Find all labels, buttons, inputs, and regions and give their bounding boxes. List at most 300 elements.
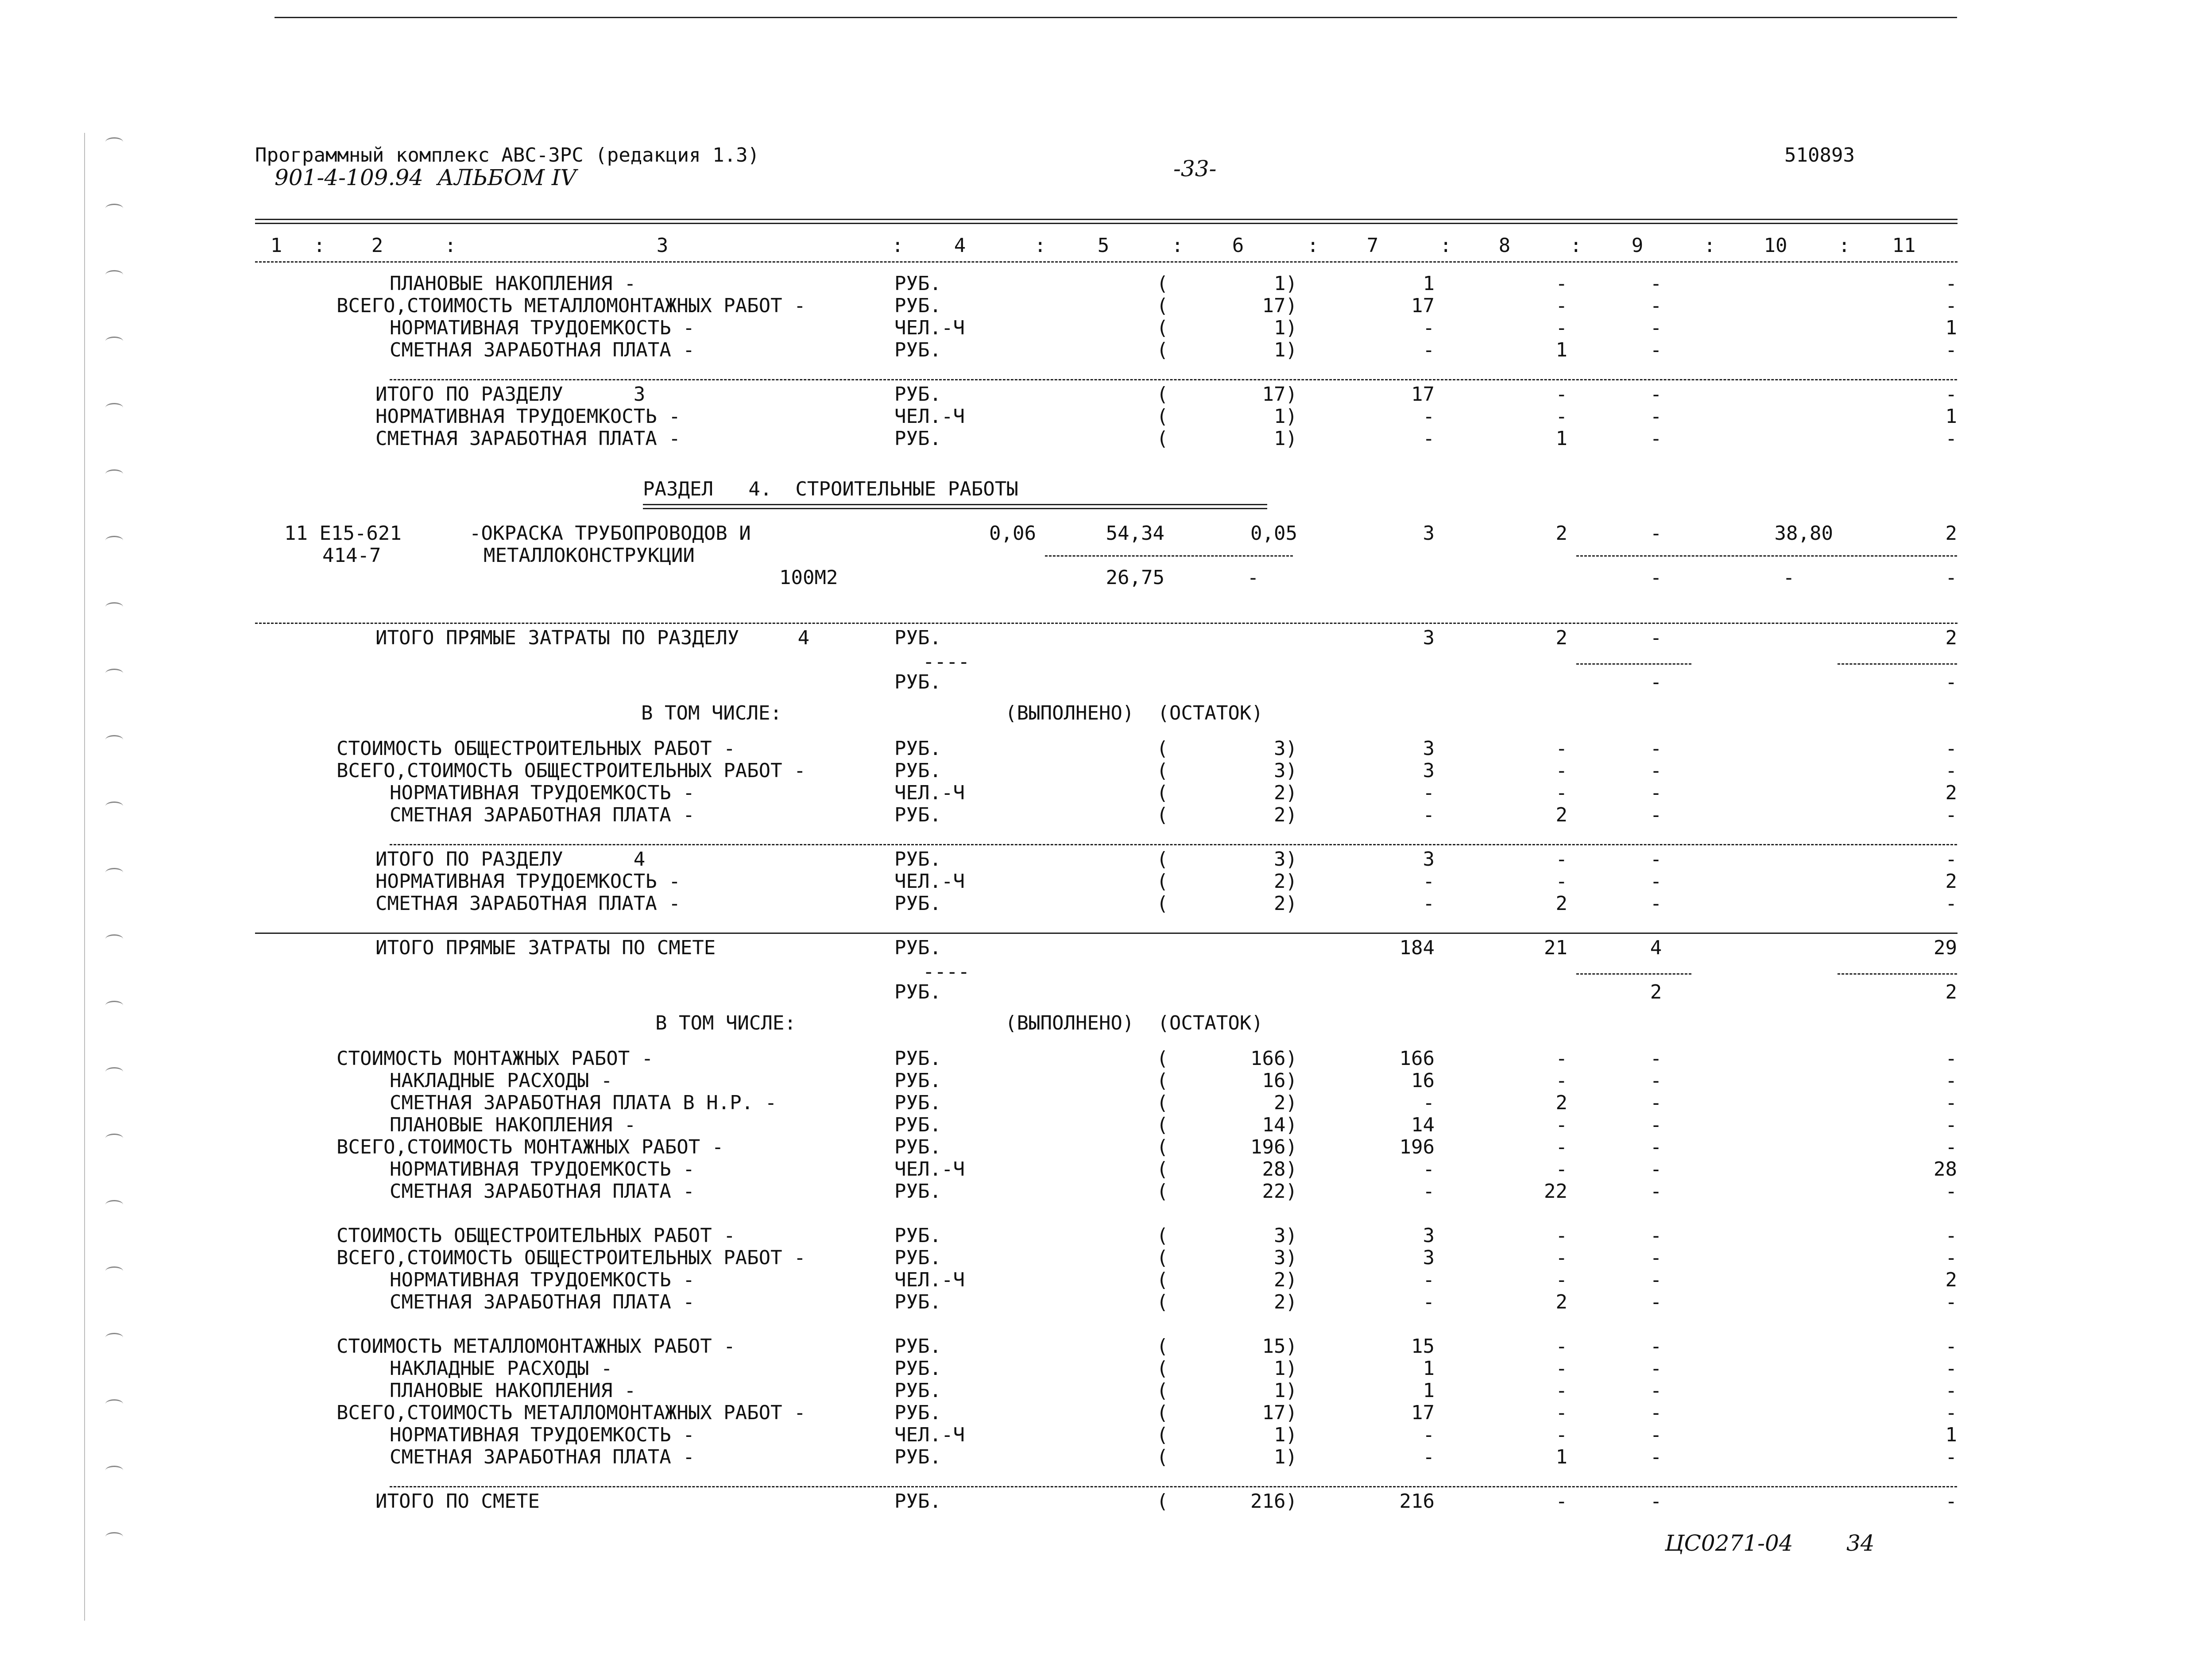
row-unit: РУБ. [894,627,941,649]
row-open-paren: ( [1157,1490,1168,1513]
row-open-paren: ( [1157,782,1168,804]
rule-after-block-1 [390,379,1957,380]
row-unit: ЧЕЛ.-Ч [894,1158,965,1181]
row-c9: 4 [1650,937,1662,959]
row-c9: - [1650,383,1662,406]
row-c11: - [1945,272,1957,295]
column-number-3: 3 [656,234,669,257]
row-c6: 3) [1274,737,1297,760]
punch-hole-mark [105,1333,123,1342]
row-c7: 3 [1423,1224,1435,1247]
row-c6: 3) [1274,848,1297,871]
done-remaining-label-1: (ВЫПОЛНЕНО) (ОСТАТОК) [1005,702,1263,724]
row-unit: РУБ. [894,272,941,295]
row-c11: - [1945,1246,1957,1269]
row-unit: РУБ. [894,1069,941,1092]
row-c8: 2 [1555,1092,1567,1114]
row-c9: - [1650,1335,1662,1358]
column-number-5: 5 [1097,234,1110,257]
row-c9: - [1650,1446,1662,1468]
row-c8: - [1555,870,1567,893]
row-c7: - [1423,1291,1435,1313]
row-c7: 17 [1411,1401,1435,1424]
punch-hole-mark [105,403,123,412]
row-label: ИТОГО ПРЯМЫЕ ЗАТРАТЫ ПО РАЗДЕЛУ 4 [375,627,810,649]
section-title: РАЗДЕЛ 4. СТРОИТЕЛЬНЫЕ РАБОТЫ [643,478,1018,500]
row-label: ПЛАНОВЫЕ НАКОПЛЕНИЯ - [390,272,636,295]
row-c11: 1 [1945,405,1957,428]
row-label: НОРМАТИВНАЯ ТРУДОЕМКОСТЬ - [390,1269,695,1291]
punch-hole-mark [105,1067,123,1076]
row-label: ВСЕГО,СТОИМОСТЬ ОБЩЕСТРОИТЕЛЬНЫХ РАБОТ - [337,759,806,782]
row-label: ПЛАНОВЫЕ НАКОПЛЕНИЯ - [390,1379,636,1402]
row-c9: - [1650,1224,1662,1247]
row-c7: 17 [1411,383,1435,406]
row-c6: 216) [1250,1490,1297,1513]
row-c8: 2 [1555,804,1567,826]
row-c11: - [1945,1069,1957,1092]
row-unit: РУБ. [894,1379,941,1402]
item-col9-2: - [1650,566,1662,589]
row-open-paren: ( [1157,1136,1168,1158]
row-unit: ЧЕЛ.-Ч [894,870,965,893]
row-c8: - [1555,272,1567,295]
total-unit-dash-1: ---- [923,650,970,673]
row-c6: 166) [1250,1047,1297,1070]
item-code-continuation: 414-7 [322,544,381,567]
row-c6: 1) [1274,317,1297,339]
row-c9: - [1650,317,1662,339]
punch-hole-mark [105,1532,123,1541]
row-c8: - [1555,782,1567,804]
punch-hole-mark [105,669,123,678]
row-c7: - [1423,804,1435,826]
column-separator: : [892,234,904,257]
row-c7: 3 [1423,737,1435,760]
document-code: 510893 [1784,144,1855,166]
punch-hole-mark [105,934,123,944]
row-c9: 2 [1650,981,1662,1003]
row-c11: - [1945,759,1957,782]
punch-hole-mark [105,1001,123,1010]
row-c8: 1 [1555,339,1567,361]
row-label: СМЕТНАЯ ЗАРАБОТНАЯ ПЛАТА - [375,892,681,915]
row-unit: ЧЕЛ.-Ч [894,317,965,339]
row-unit: ЧЕЛ.-Ч [894,782,965,804]
column-number-2: 2 [371,234,383,257]
row-label: НОРМАТИВНАЯ ТРУДОЕМКОСТЬ - [390,317,695,339]
row-c11: - [1945,1092,1957,1114]
row-c8: 1 [1555,427,1567,450]
row-c8: 2 [1555,892,1567,915]
column-number-9: 9 [1631,234,1644,257]
column-separator: : [445,234,457,257]
row-c8: - [1555,294,1567,317]
row-unit: РУБ. [894,1136,941,1158]
row-unit: ЧЕЛ.-Ч [894,405,965,428]
row-c6: 2) [1274,804,1297,826]
column-number-6: 6 [1232,234,1244,257]
row-open-paren: ( [1157,1246,1168,1269]
row-open-paren: ( [1157,1357,1168,1380]
row-c11: - [1945,1114,1957,1136]
row-label: СМЕТНАЯ ЗАРАБОТНАЯ ПЛАТА - [390,804,695,826]
row-c7: - [1423,317,1435,339]
column-number-8: 8 [1498,234,1511,257]
row-label: ИТОГО ПО РАЗДЕЛУ 3 [375,383,646,406]
row-c11: - [1945,892,1957,915]
row-c9: - [1650,1357,1662,1380]
row-unit: РУБ. [894,737,941,760]
row-c6: 1) [1274,405,1297,428]
row-label: ВСЕГО,СТОИМОСТЬ МЕТАЛЛОМОНТАЖНЫХ РАБОТ - [337,294,806,317]
punch-hole-mark [105,602,123,612]
row-c8: - [1555,383,1567,406]
row-label: СМЕТНАЯ ЗАРАБОТНАЯ ПЛАТА - [390,339,695,361]
row-unit: РУБ. [894,1357,941,1380]
row-c9: - [1650,870,1662,893]
item-number-code: 11 Е15-621 [284,522,402,545]
row-c6: 2) [1274,1092,1297,1114]
punch-hole-mark [105,1399,123,1409]
row-unit: РУБ. [894,759,941,782]
item-quantity: 0,06 [989,522,1036,545]
row-unit: ЧЕЛ.-Ч [894,1424,965,1446]
row-c7: 3 [1423,759,1435,782]
row-c9: - [1650,782,1662,804]
row-c7: - [1423,1092,1435,1114]
row-c6: 15) [1262,1335,1297,1358]
punch-hole-mark [105,1200,123,1209]
row-c8: - [1555,1424,1567,1446]
row-c11: - [1945,1379,1957,1402]
row-c11: - [1945,848,1957,871]
row-c11: - [1945,737,1957,760]
row-c8: - [1555,1401,1567,1424]
punch-hole-mark [105,337,123,346]
row-open-paren: ( [1157,405,1168,428]
row-label: ИТОГО ПРЯМЫЕ ЗАТРАТЫ ПО СМЕТЕ [375,937,716,959]
row-c6: 2) [1274,870,1297,893]
item-col8: 2 [1555,522,1567,545]
row-c8: - [1555,848,1567,871]
row-c11: 2 [1945,627,1957,649]
row-open-paren: ( [1157,1291,1168,1313]
page-number: -33- [1173,156,1217,182]
item-col7: 3 [1423,522,1435,545]
item-col10: 38,80 [1774,522,1833,545]
row-c7: - [1423,892,1435,915]
row-unit: РУБ. [894,937,941,959]
row-open-paren: ( [1157,1158,1168,1181]
punch-hole-mark [105,868,123,877]
row-c6: 1) [1274,339,1297,361]
row-c11: - [1945,1490,1957,1513]
row-c7: - [1423,1158,1435,1181]
rule-before-estimate-total [255,933,1958,934]
handwritten-code: ЦС0271-04 [1665,1530,1793,1556]
row-open-paren: ( [1157,1114,1168,1136]
row-c6: 1) [1274,1424,1297,1446]
punch-hole-mark [105,1466,123,1475]
row-unit: РУБ. [894,1446,941,1468]
row-open-paren: ( [1157,339,1168,361]
total-unit-dash-2: ---- [923,960,970,983]
row-label: НАКЛАДНЫЕ РАСХОДЫ - [390,1357,613,1380]
row-c11: 1 [1945,317,1957,339]
row-c11: - [1945,1136,1957,1158]
row-c6: 28) [1262,1158,1297,1181]
row-c8: - [1555,1269,1567,1291]
row-label: СМЕТНАЯ ЗАРАБОТНАЯ ПЛАТА - [390,1180,695,1203]
row-unit: РУБ. [894,1114,941,1136]
column-number-4: 4 [954,234,966,257]
row-c7: 196 [1399,1136,1435,1158]
punch-hole-mark [105,469,123,479]
row-c7: - [1423,427,1435,450]
rule-after-block-4 [390,844,1957,845]
row-label: СТОИМОСТЬ МЕТАЛЛОМОНТАЖНЫХ РАБОТ - [337,1335,735,1358]
column-separator: : [1034,234,1046,257]
row-c8: - [1555,1158,1567,1181]
section-title-underline [643,504,1267,509]
row-open-paren: ( [1157,1401,1168,1424]
row-label: СМЕТНАЯ ЗАРАБОТНАЯ ПЛАТА В Н.Р. - [390,1092,777,1114]
row-c7: - [1423,1446,1435,1468]
row-c6: 2) [1274,782,1297,804]
row-open-paren: ( [1157,1424,1168,1446]
punch-hole-mark [105,735,123,744]
row-c9: - [1650,1047,1662,1070]
row-unit: РУБ. [894,804,941,826]
row-c7: 16 [1411,1069,1435,1092]
row-c7: 3 [1423,627,1435,649]
row-c6: 17) [1262,383,1297,406]
row-open-paren: ( [1157,870,1168,893]
row-c9: - [1650,405,1662,428]
row-c6: 1) [1274,1446,1297,1468]
punch-hole-mark [105,1134,123,1143]
row-c7: - [1423,1269,1435,1291]
row-c11: - [1945,804,1957,826]
row-c7: - [1423,405,1435,428]
row-open-paren: ( [1157,848,1168,871]
rule-before-final-total [390,1486,1957,1487]
row-c6: 17) [1262,294,1297,317]
row-c9: - [1650,1158,1662,1181]
row-c9: - [1650,427,1662,450]
row-label: СТОИМОСТЬ ОБЩЕСТРОИТЕЛЬНЫХ РАБОТ - [337,737,735,760]
row-c7: - [1423,339,1435,361]
row-c11: - [1945,1224,1957,1247]
row-open-paren: ( [1157,272,1168,295]
row-open-paren: ( [1157,317,1168,339]
row-c9: - [1650,1379,1662,1402]
total-col9-rule-1 [1576,663,1691,665]
row-c11: - [1945,1180,1957,1203]
column-separator: : [1307,234,1319,257]
row-open-paren: ( [1157,892,1168,915]
row-unit: РУБ. [894,1335,941,1358]
row-c9: - [1650,737,1662,760]
total-col11-rule-1 [1838,663,1957,665]
row-c8: - [1555,1069,1567,1092]
column-separator: : [1838,234,1850,257]
item-total-2: - [1247,566,1259,589]
row-c11: 2 [1945,870,1957,893]
punch-hole-mark [105,137,123,147]
row-c6: 196) [1250,1136,1297,1158]
row-c8: - [1555,1114,1567,1136]
row-c7: 15 [1411,1335,1435,1358]
row-unit: РУБ. [894,671,941,693]
row-c8: - [1555,1224,1567,1247]
row-c8: - [1555,1490,1567,1513]
row-c7: - [1423,1424,1435,1446]
row-c7: 216 [1399,1490,1435,1513]
item-unit-price-2: 26,75 [1106,566,1164,589]
column-separator: : [1704,234,1716,257]
row-unit: ЧЕЛ.-Ч [894,1269,965,1291]
item-sub-rule-price [1045,555,1293,557]
row-c9: - [1650,1401,1662,1424]
row-c11: - [1945,294,1957,317]
row-c6: 2) [1274,1269,1297,1291]
row-c11: 1 [1945,1424,1957,1446]
row-c9: - [1650,892,1662,915]
row-label: ВСЕГО,СТОИМОСТЬ МОНТАЖНЫХ РАБОТ - [337,1136,724,1158]
row-c11: - [1945,383,1957,406]
punch-hole-mark [105,1266,123,1276]
album-label: 901-4-109.94 АЛЬБОМ IV [275,165,576,190]
row-c8: - [1555,405,1567,428]
row-open-paren: ( [1157,427,1168,450]
item-col10-2: - [1783,566,1795,589]
row-unit: РУБ. [894,1224,941,1247]
row-c7: 14 [1411,1114,1435,1136]
row-c6: 1) [1274,427,1297,450]
row-c6: 2) [1274,892,1297,915]
row-c9: - [1650,627,1662,649]
row-c7: 1 [1423,1379,1435,1402]
row-open-paren: ( [1157,1335,1168,1358]
total-col11-rule-2 [1838,973,1957,975]
item-description: -ОКРАСКА ТРУБОПРОВОДОВ И [469,522,751,545]
row-c8: - [1555,1357,1567,1380]
header-rule [255,219,1958,224]
row-open-paren: ( [1157,1069,1168,1092]
row-label: НОРМАТИВНАЯ ТРУДОЕМКОСТЬ - [375,870,681,893]
including-label-1: В ТОМ ЧИСЛЕ: [641,702,782,724]
row-open-paren: ( [1157,1092,1168,1114]
row-c8: 21 [1544,937,1567,959]
row-label: НОРМАТИВНАЯ ТРУДОЕМКОСТЬ - [390,1424,695,1446]
row-c11: - [1945,1047,1957,1070]
punch-hole-mark [105,204,123,213]
row-c9: - [1650,1424,1662,1446]
row-label: ПЛАНОВЫЕ НАКОПЛЕНИЯ - [390,1114,636,1136]
item-col11: 2 [1945,522,1957,545]
row-c7: 1 [1423,272,1435,295]
row-open-paren: ( [1157,294,1168,317]
row-unit: РУБ. [894,1047,941,1070]
row-c11: - [1945,1291,1957,1313]
row-label: СМЕТНАЯ ЗАРАБОТНАЯ ПЛАТА - [390,1446,695,1468]
row-c6: 2) [1274,1291,1297,1313]
row-c7: - [1423,782,1435,804]
row-c9: - [1650,1114,1662,1136]
row-unit: РУБ. [894,339,941,361]
row-c6: 1) [1274,1379,1297,1402]
row-label: ВСЕГО,СТОИМОСТЬ МЕТАЛЛОМОНТАЖНЫХ РАБОТ - [337,1401,806,1424]
row-c7: 166 [1399,1047,1435,1070]
handwritten-sheet-number: 34 [1846,1530,1875,1556]
total-col9-rule-2 [1576,973,1691,975]
row-c7: 3 [1423,1246,1435,1269]
row-c11: - [1945,1446,1957,1468]
row-unit: РУБ. [894,1490,941,1513]
row-unit: РУБ. [894,1401,941,1424]
column-separator: : [1172,234,1184,257]
row-c8: - [1555,1335,1567,1358]
row-unit: РУБ. [894,848,941,871]
column-number-1: 1 [270,234,282,257]
row-unit: РУБ. [894,383,941,406]
row-c9: - [1650,294,1662,317]
top-scan-rule [275,17,1957,18]
column-separator: : [1570,234,1582,257]
row-c9: - [1650,1069,1662,1092]
column-header-rule [255,261,1958,263]
row-open-paren: ( [1157,1047,1168,1070]
row-c6: 3) [1274,1224,1297,1247]
row-open-paren: ( [1157,1224,1168,1247]
row-unit: РУБ. [894,981,941,1003]
row-c6: 1) [1274,1357,1297,1380]
row-c8: 2 [1555,627,1567,649]
column-number-7: 7 [1366,234,1379,257]
row-label: НАКЛАДНЫЕ РАСХОДЫ - [390,1069,613,1092]
row-unit: РУБ. [894,1092,941,1114]
row-c8: - [1555,317,1567,339]
row-c6: 22) [1262,1180,1297,1203]
punch-hole-mark [105,536,123,545]
row-c7: - [1423,870,1435,893]
row-c8: 1 [1555,1446,1567,1468]
row-label: НОРМАТИВНАЯ ТРУДОЕМКОСТЬ - [375,405,681,428]
item-total: 0,05 [1250,522,1297,545]
row-c7: 3 [1423,848,1435,871]
row-c6: 3) [1274,1246,1297,1269]
row-c6: 14) [1262,1114,1297,1136]
row-c11: 29 [1934,937,1957,959]
punch-hole-mark [105,801,123,811]
row-c9: - [1650,759,1662,782]
row-c11: 2 [1945,981,1957,1003]
row-open-paren: ( [1157,737,1168,760]
item-unit-price: 54,34 [1106,522,1164,545]
program-title: Программный комплекс АВС-3РС (редакция 1.3) [255,144,760,166]
column-separator: : [1440,234,1452,257]
row-c8: 22 [1544,1180,1567,1203]
row-c8: - [1555,1246,1567,1269]
row-c11: 2 [1945,782,1957,804]
row-label: НОРМАТИВНАЯ ТРУДОЕМКОСТЬ - [390,1158,695,1181]
row-open-paren: ( [1157,1446,1168,1468]
row-c7: 184 [1399,937,1435,959]
row-c11: 28 [1934,1158,1957,1181]
row-c11: - [1945,671,1957,693]
